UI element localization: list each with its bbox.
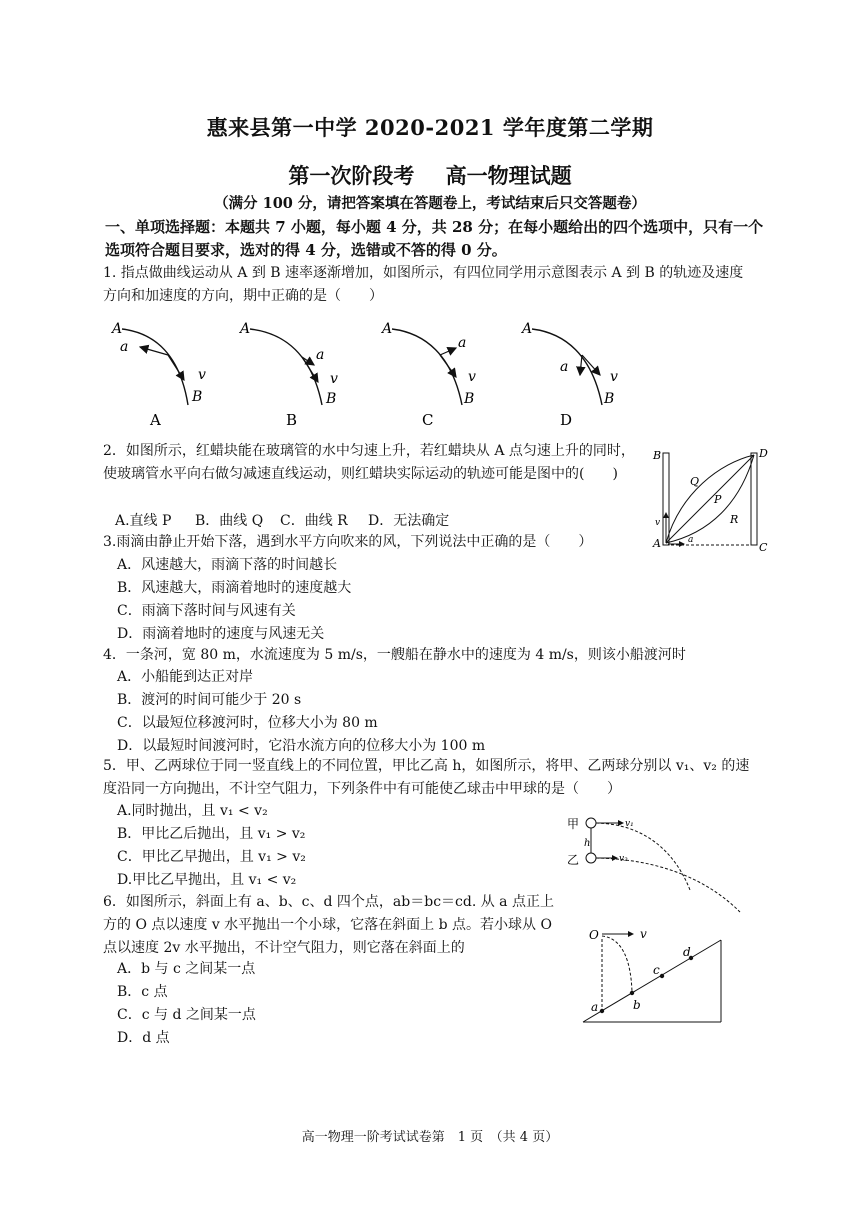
q6-fig-O: O [589,928,599,942]
q1-fig-a-pointB: B [192,389,203,405]
q6-option-d: D．d 点 [117,1030,170,1046]
q5-option-d: D.甲比乙早抛出，且 v₁ < v₂ [117,872,297,888]
q5-fig-v1: v₁ [625,819,634,829]
q1-fig-a-accel: a [120,339,129,355]
q1-figure [100,315,660,430]
q2-fig-P: P [714,493,722,506]
q6-fig-b: b [633,998,641,1012]
exam-subtitle [0,160,860,190]
q4-option-c: C．以最短位移渡河时，位移大小为 80 m [117,715,378,731]
q5-fig-v2: v₂ [619,854,628,864]
q5-option-a: A.同时抛出，且 v₁ < v₂ [117,803,268,819]
q2-fig-v: v [655,518,661,528]
q6-fig-d: d [683,945,691,959]
q1-fig-c-accel: a [458,335,467,351]
q2-fig-B: B [653,449,662,462]
q1-fig-b-accel: a [316,347,325,363]
q1-fig-label-c: C [422,411,434,429]
q2-fig-A: A [653,537,661,550]
q6-stem: 6．如图所示，斜面上有 a、b、c、d 四个点，ab＝bc＝cd. 从 a 点正上方的 O 点以速度 v 水平抛出一个小球，它落在斜面上 b 点。若小球从 O 点以速度 2v 水平抛出，不计空气阻力，则它落在斜面上的 [103,894,554,956]
q5-option-c: C．甲比乙早抛出，且 v₁ > v₂ [117,849,306,865]
q1-fig-c-vel: v [468,369,476,385]
q1-fig-b-pointB: B [326,391,337,407]
q5-stem: 5．甲、乙两球位于同一竖直线上的不同位置，甲比乙高 h，如图所示，将甲、乙两球分别以 v₁、v₂ 的速度沿同一方向抛出，不计空气阻力，下列条件中有可能使乙球击中甲球的是（ ） [103,758,750,797]
q1-fig-c-pointA: A [382,321,393,337]
q2-fig-D: D [759,447,768,460]
q3-stem: 3.雨滴由静止开始下落，遇到水平方向吹来的风，下列说法中正确的是（ ） [103,534,593,550]
q1-fig-a [110,321,206,429]
q2-stem: 2．如图所示，红蜡块能在玻璃管的水中匀速上升，若红蜡块从 A 点匀速上升的同时，使玻璃管水平向右做匀减速直线运动，则红蜡块实际运动的轨迹可能是图中的( ) [103,443,635,482]
q1-stem: 1. 指点做曲线运动从 A 到 B 速率逐渐增加，如图所示，有四位同学用示意图表示 A 到 B 的轨迹及速度方向和加速度的方向，期中正确的是（ ） [103,265,744,304]
page-footer: 高一物理一阶考试试卷第 1 页 （共 4 页） [301,1130,559,1145]
q1-fig-b-vel: v [330,371,338,387]
q6-option-a: A．b 与 c 之间某一点 [117,961,256,977]
exam-note: （满分 100 分，请把答案填在答题卷上，考试结束后只交答题卷） [214,195,646,212]
q1-fig-c-pointB: B [464,391,475,407]
q1-fig-c [380,321,476,429]
q3-option-a: A．风速越大，雨滴下落的时间越长 [117,557,338,573]
q1-fig-d-pointB: B [604,391,615,407]
q1-fig-label-d: D [560,411,573,429]
q3-option-c: C．雨滴下落时间与风速有关 [117,603,296,619]
q6-options [117,958,537,1050]
q6-fig-a: a [591,1000,599,1014]
q4-stem: 4．一条河，宽 80 m，水流速度为 5 m/s，一艘船在静水中的速度为 4 m/s，则该小船渡河时 [103,647,686,663]
q6-option-c: C．c 与 d 之间某一点 [117,1007,256,1023]
q2-option-d: D．无法确定 [368,513,450,529]
q1-fig-a-vel: v [198,367,206,383]
q1-fig-b-pointA: A [240,321,251,337]
q5-option-b: B．甲比乙后抛出，且 v₁ > v₂ [117,826,306,842]
q5-options [117,800,537,892]
q2-option-b: B．曲线 Q [195,513,264,529]
q5-fig-h: h [584,838,591,849]
q4-option-d: D．以最短时间渡河时，它沿水流方向的位移大小为 100 m [117,738,486,754]
q1-fig-label-a: A [150,411,161,429]
q2-option-c: C．曲线 R [280,513,348,529]
q4-option-b: B．渡河的时间可能少于 20 s [117,692,302,708]
q3-option-b: B．风速越大，雨滴着地时的速度越大 [117,580,352,596]
q1-fig-label-b: B [286,411,298,429]
section-heading: 一、单项选择题：本题共 7 小题，每小题 4 分，共 28 分；在每小题给出的四个选项中，只有一个选项符合题目要求，选对的得 4 分，选错或不答的得 0 分。 [105,218,764,259]
q3-options [117,554,617,646]
q6-figure [575,922,730,1027]
q2-option-a: A.直线 P [115,513,172,529]
q1-fig-d [520,321,618,429]
q2-fig-Q: Q [690,475,700,488]
q4-option-a: A．小船能到达正对岸 [117,669,254,685]
exam-subtitle-part2: 高一物理试题 [445,163,572,188]
q6-fig-v: v [640,927,647,941]
q1-fig-d-accel: a [560,359,569,375]
q1-fig-d-pointA: A [522,321,533,337]
q2-fig-R: R [730,513,739,526]
exam-title: 惠来县第一中学 2020-2021 学年度第二学期 [206,115,654,140]
q1-fig-a-pointA: A [112,321,123,337]
q6-fig-c: c [653,963,660,977]
exam-subtitle-part1: 第一次阶段考 [288,163,415,188]
q2-options [115,510,615,532]
q6-option-b: B．c 点 [117,984,168,1000]
q2-fig-C: C [759,541,768,554]
q2-fig-a: a [688,535,694,545]
q5-fig-yi: 乙 [567,853,580,867]
q1-fig-d-vel: v [610,369,618,385]
q3-option-d: D．雨滴着地时的速度与风速无关 [117,626,325,642]
q5-figure [565,812,750,922]
q4-options [117,666,617,758]
q5-fig-jia: 甲 [567,817,580,831]
q1-fig-b [238,321,338,429]
